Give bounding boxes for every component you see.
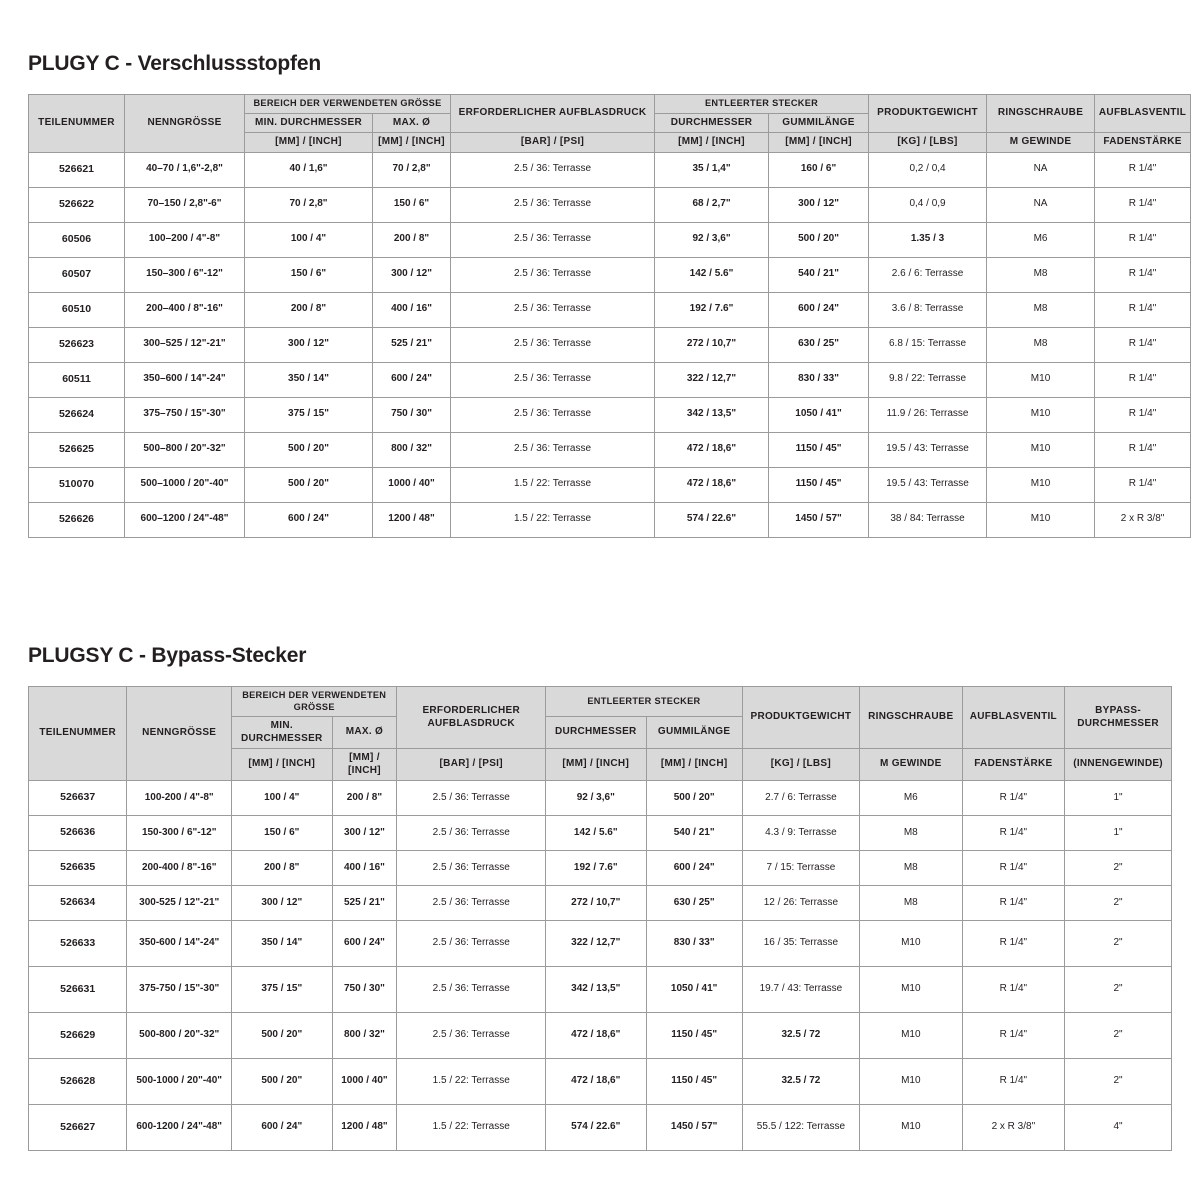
- cell-max: 525 / 21": [332, 886, 397, 921]
- cell-nenngroesse: 200–400 / 8"-16": [125, 292, 245, 327]
- cell-gewicht: 7 / 15: Terrasse: [742, 851, 859, 886]
- cell-druck: 1.5 / 22: Terrasse: [451, 467, 655, 502]
- cell-gummilaenge: 1450 / 57": [769, 502, 869, 537]
- cell-gewinde: M10: [987, 362, 1095, 397]
- col-aufblasventil: AUFBLASVENTIL: [962, 687, 1065, 749]
- cell-gummilaenge: 1150 / 45": [769, 467, 869, 502]
- cell-durchmesser: 574 / 22.6": [546, 1105, 646, 1151]
- cell-teilenummer: 526625: [29, 432, 125, 467]
- cell-teilenummer: 526621: [29, 152, 125, 187]
- cell-gewinde: M10: [987, 432, 1095, 467]
- cell-max: 750 / 30": [332, 967, 397, 1013]
- section-plugsy-c: [28, 644, 1172, 1151]
- cell-gewinde: M10: [987, 502, 1095, 537]
- cell-faden: R 1/4": [1095, 327, 1191, 362]
- unit-max-durchmesser: [MM] / [INCH]: [373, 133, 451, 153]
- cell-gewinde: M8: [860, 851, 963, 886]
- cell-gewicht: 3.6 / 8: Terrasse: [869, 292, 987, 327]
- cell-gewinde: M8: [987, 292, 1095, 327]
- table-row: [29, 1059, 1172, 1105]
- cell-gummilaenge: 600 / 24": [646, 851, 742, 886]
- table-row: [29, 851, 1172, 886]
- table-row: [29, 886, 1172, 921]
- cell-durchmesser: 92 / 3,6": [655, 222, 769, 257]
- cell-min: 150 / 6": [245, 257, 373, 292]
- cell-durchmesser: 35 / 1,4": [655, 152, 769, 187]
- col-aufblasdruck: ERFORDERLICHER AUFBLASDRUCK: [397, 687, 546, 749]
- unit-produktgewicht: [KG] / [LBS]: [869, 133, 987, 153]
- unit-max-durchmesser: [MM] / [INCH]: [332, 749, 397, 781]
- cell-max: 600 / 24": [373, 362, 451, 397]
- cell-nenngroesse: 150–300 / 6"-12": [125, 257, 245, 292]
- cell-durchmesser: 272 / 10,7": [655, 327, 769, 362]
- cell-faden: R 1/4": [1095, 292, 1191, 327]
- col-gummilaenge: GUMMILÄNGE: [646, 717, 742, 749]
- cell-gummilaenge: 1150 / 45": [769, 432, 869, 467]
- unit-gummilaenge: [MM] / [INCH]: [646, 749, 742, 781]
- cell-bypass: 2": [1065, 1013, 1172, 1059]
- cell-min: 375 / 15": [232, 967, 332, 1013]
- cell-durchmesser: 272 / 10,7": [546, 886, 646, 921]
- cell-nenngroesse: 500–1000 / 20"-40": [125, 467, 245, 502]
- cell-min: 500 / 20": [232, 1059, 332, 1105]
- unit-entleerter-durchmesser: [MM] / [INCH]: [546, 749, 646, 781]
- cell-gewinde: M8: [987, 327, 1095, 362]
- cell-gewicht: 32.5 / 72: [742, 1059, 859, 1105]
- cell-faden: R 1/4": [962, 851, 1065, 886]
- unit-min-durchmesser: [MM] / [INCH]: [245, 133, 373, 153]
- section-plugy-c: [28, 52, 1187, 538]
- cell-teilenummer: 526628: [29, 1059, 127, 1105]
- cell-gewicht: 11.9 / 26: Terrasse: [869, 397, 987, 432]
- cell-teilenummer: 60511: [29, 362, 125, 397]
- cell-gewinde: M8: [860, 816, 963, 851]
- table-row: [29, 502, 1191, 537]
- table-row: [29, 781, 1172, 816]
- page-title-plugsy: PLUGSY C - Bypass-Stecker: [28, 644, 307, 667]
- cell-min: 200 / 8": [232, 851, 332, 886]
- cell-nenngroesse: 600-1200 / 24"-48": [127, 1105, 232, 1151]
- cell-faden: 2 x R 3/8": [962, 1105, 1065, 1151]
- cell-teilenummer: 510070: [29, 467, 125, 502]
- cell-nenngroesse: 500-1000 / 20"-40": [127, 1059, 232, 1105]
- cell-gewinde: M10: [987, 467, 1095, 502]
- cell-gewicht: 9.8 / 22: Terrasse: [869, 362, 987, 397]
- cell-min: 600 / 24": [245, 502, 373, 537]
- cell-druck: 2.5 / 36: Terrasse: [397, 967, 546, 1013]
- cell-nenngroesse: 40–70 / 1,6"-2,8": [125, 152, 245, 187]
- cell-durchmesser: 92 / 3,6": [546, 781, 646, 816]
- cell-druck: 2.5 / 36: Terrasse: [451, 257, 655, 292]
- col-ringschraube: RINGSCHRAUBE: [987, 95, 1095, 133]
- cell-nenngroesse: 600–1200 / 24"-48": [125, 502, 245, 537]
- cell-max: 750 / 30": [373, 397, 451, 432]
- col-bypass-durchmesser: BYPASS-DURCHMESSER: [1065, 687, 1172, 749]
- table-row: [29, 967, 1172, 1013]
- cell-nenngroesse: 500–800 / 20"-32": [125, 432, 245, 467]
- cell-max: 800 / 32": [332, 1013, 397, 1059]
- cell-gummilaenge: 630 / 25": [769, 327, 869, 362]
- cell-druck: 2.5 / 36: Terrasse: [397, 921, 546, 967]
- col-entleerter-durchmesser: DURCHMESSER: [546, 717, 646, 749]
- cell-gewicht: 19.7 / 43: Terrasse: [742, 967, 859, 1013]
- unit-gummilaenge: [MM] / [INCH]: [769, 133, 869, 153]
- table-row: [29, 467, 1191, 502]
- col-aufblasdruck: ERFORDERLICHER AUFBLASDRUCK: [451, 95, 655, 133]
- cell-gewicht: 4.3 / 9: Terrasse: [742, 816, 859, 851]
- cell-faden: 2 x R 3/8": [1095, 502, 1191, 537]
- cell-max: 300 / 12": [332, 816, 397, 851]
- cell-teilenummer: 526629: [29, 1013, 127, 1059]
- cell-gewinde: M10: [860, 1013, 963, 1059]
- cell-max: 1200 / 48": [373, 502, 451, 537]
- cell-durchmesser: 342 / 13,5": [655, 397, 769, 432]
- cell-bypass: 1": [1065, 816, 1172, 851]
- cell-faden: R 1/4": [962, 1059, 1065, 1105]
- table-row: [29, 397, 1191, 432]
- cell-faden: R 1/4": [962, 886, 1065, 921]
- cell-gummilaenge: 1150 / 45": [646, 1013, 742, 1059]
- cell-druck: 2.5 / 36: Terrasse: [397, 1013, 546, 1059]
- cell-gewicht: 0,2 / 0,4: [869, 152, 987, 187]
- cell-gummilaenge: 830 / 33": [769, 362, 869, 397]
- col-entleerter-durchmesser: DURCHMESSER: [655, 113, 769, 133]
- cell-druck: 2.5 / 36: Terrasse: [397, 886, 546, 921]
- cell-max: 1000 / 40": [332, 1059, 397, 1105]
- cell-teilenummer: 526623: [29, 327, 125, 362]
- cell-nenngroesse: 70–150 / 2,8"-6": [125, 187, 245, 222]
- cell-gewicht: 16 / 35: Terrasse: [742, 921, 859, 967]
- cell-min: 500 / 20": [245, 467, 373, 502]
- cell-gewicht: 55.5 / 122: Terrasse: [742, 1105, 859, 1151]
- cell-bypass: 4": [1065, 1105, 1172, 1151]
- cell-gewicht: 32.5 / 72: [742, 1013, 859, 1059]
- cell-gummilaenge: 1050 / 41": [646, 967, 742, 1013]
- page-title-plugy: PLUGY C - Verschlussstopfen: [28, 52, 321, 75]
- cell-druck: 2.5 / 36: Terrasse: [397, 781, 546, 816]
- cell-nenngroesse: 200-400 / 8"-16": [127, 851, 232, 886]
- cell-durchmesser: 142 / 5.6": [655, 257, 769, 292]
- cell-nenngroesse: 350–600 / 14"-24": [125, 362, 245, 397]
- cell-min: 70 / 2,8": [245, 187, 373, 222]
- cell-max: 600 / 24": [332, 921, 397, 967]
- table-row: [29, 222, 1191, 257]
- cell-max: 200 / 8": [373, 222, 451, 257]
- cell-gummilaenge: 630 / 25": [646, 886, 742, 921]
- table-header-plugy: [29, 95, 1191, 153]
- cell-nenngroesse: 375–750 / 15"-30": [125, 397, 245, 432]
- cell-gewicht: 6.8 / 15: Terrasse: [869, 327, 987, 362]
- unit-aufblasventil: FADENSTÄRKE: [1095, 133, 1191, 153]
- cell-teilenummer: 526633: [29, 921, 127, 967]
- cell-min: 500 / 20": [232, 1013, 332, 1059]
- unit-aufblasdruck: [BAR] / [PSI]: [397, 749, 546, 781]
- cell-bypass: 2": [1065, 967, 1172, 1013]
- col-group-entleerter: ENTLEERTER STECKER: [655, 95, 869, 114]
- cell-teilenummer: 60507: [29, 257, 125, 292]
- cell-druck: 1.5 / 22: Terrasse: [397, 1105, 546, 1151]
- table-row: [29, 152, 1191, 187]
- cell-druck: 2.5 / 36: Terrasse: [451, 432, 655, 467]
- table-row: [29, 1105, 1172, 1151]
- cell-faden: R 1/4": [1095, 467, 1191, 502]
- cell-durchmesser: 192 / 7.6": [655, 292, 769, 327]
- cell-teilenummer: 526624: [29, 397, 125, 432]
- unit-aufblasventil: FADENSTÄRKE: [962, 749, 1065, 781]
- cell-durchmesser: 472 / 18,6": [546, 1059, 646, 1105]
- unit-ringschraube: M GEWINDE: [987, 133, 1095, 153]
- cell-gummilaenge: 1150 / 45": [646, 1059, 742, 1105]
- col-group-entleerter: ENTLEERTER STECKER: [546, 687, 743, 717]
- table-body-plugsy: [29, 781, 1172, 1151]
- cell-gummilaenge: 1050 / 41": [769, 397, 869, 432]
- cell-faden: R 1/4": [962, 816, 1065, 851]
- cell-gummilaenge: 1450 / 57": [646, 1105, 742, 1151]
- cell-min: 100 / 4": [245, 222, 373, 257]
- cell-min: 350 / 14": [232, 921, 332, 967]
- cell-druck: 1.5 / 22: Terrasse: [397, 1059, 546, 1105]
- cell-druck: 2.5 / 36: Terrasse: [451, 362, 655, 397]
- cell-gummilaenge: 160 / 6": [769, 152, 869, 187]
- cell-gewicht: 2.6 / 6: Terrasse: [869, 257, 987, 292]
- unit-aufblasdruck: [BAR] / [PSI]: [451, 133, 655, 153]
- cell-gewicht: 19.5 / 43: Terrasse: [869, 432, 987, 467]
- cell-bypass: 1": [1065, 781, 1172, 816]
- cell-gewinde: M6: [987, 222, 1095, 257]
- cell-durchmesser: 322 / 12,7": [546, 921, 646, 967]
- cell-gummilaenge: 540 / 21": [646, 816, 742, 851]
- col-min-durchmesser: MIN. DURCHMESSER: [245, 113, 373, 133]
- cell-faden: R 1/4": [962, 1013, 1065, 1059]
- cell-max: 525 / 21": [373, 327, 451, 362]
- cell-gewinde: M10: [860, 1105, 963, 1151]
- cell-bypass: 2": [1065, 851, 1172, 886]
- cell-druck: 1.5 / 22: Terrasse: [451, 502, 655, 537]
- cell-druck: 2.5 / 36: Terrasse: [451, 222, 655, 257]
- cell-gewinde: M6: [860, 781, 963, 816]
- cell-gewinde: M10: [860, 967, 963, 1013]
- table-row: [29, 292, 1191, 327]
- cell-faden: R 1/4": [962, 921, 1065, 967]
- cell-gummilaenge: 600 / 24": [769, 292, 869, 327]
- col-max-durchmesser: MAX. Ø: [373, 113, 451, 133]
- cell-gewinde: NA: [987, 187, 1095, 222]
- cell-faden: R 1/4": [1095, 362, 1191, 397]
- cell-teilenummer: 526627: [29, 1105, 127, 1151]
- cell-gummilaenge: 300 / 12": [769, 187, 869, 222]
- cell-nenngroesse: 300-525 / 12"-21": [127, 886, 232, 921]
- unit-min-durchmesser: [MM] / [INCH]: [232, 749, 332, 781]
- cell-gewicht: 1.35 / 3: [869, 222, 987, 257]
- col-aufblasventil: AUFBLASVENTIL: [1095, 95, 1191, 133]
- col-produktgewicht: PRODUKTGEWICHT: [869, 95, 987, 133]
- cell-faden: R 1/4": [962, 967, 1065, 1013]
- cell-teilenummer: 526631: [29, 967, 127, 1013]
- cell-druck: 2.5 / 36: Terrasse: [451, 187, 655, 222]
- cell-min: 300 / 12": [232, 886, 332, 921]
- cell-teilenummer: 526622: [29, 187, 125, 222]
- col-group-bereich: BEREICH DER VERWENDETEN GRÖSSE: [245, 95, 451, 114]
- cell-max: 150 / 6": [373, 187, 451, 222]
- cell-nenngroesse: 375-750 / 15"-30": [127, 967, 232, 1013]
- cell-teilenummer: 526626: [29, 502, 125, 537]
- cell-teilenummer: 60510: [29, 292, 125, 327]
- col-nenngroesse: NENNGRÖSSE: [127, 687, 232, 781]
- cell-durchmesser: 472 / 18,6": [546, 1013, 646, 1059]
- col-teilenummer: TEILENUMMER: [29, 687, 127, 781]
- cell-min: 300 / 12": [245, 327, 373, 362]
- unit-produktgewicht: [KG] / [LBS]: [742, 749, 859, 781]
- cell-faden: R 1/4": [1095, 257, 1191, 292]
- cell-gewinde: M10: [987, 397, 1095, 432]
- table-header-plugsy: [29, 687, 1172, 781]
- cell-min: 500 / 20": [245, 432, 373, 467]
- cell-durchmesser: 322 / 12,7": [655, 362, 769, 397]
- cell-max: 300 / 12": [373, 257, 451, 292]
- cell-bypass: 2": [1065, 1059, 1172, 1105]
- col-produktgewicht: PRODUKTGEWICHT: [742, 687, 859, 749]
- cell-durchmesser: 68 / 2,7": [655, 187, 769, 222]
- spec-table-plugsy: [28, 686, 1172, 1151]
- cell-durchmesser: 342 / 13,5": [546, 967, 646, 1013]
- unit-bypass-durchmesser: (INNENGEWINDE): [1065, 749, 1172, 781]
- cell-min: 200 / 8": [245, 292, 373, 327]
- table-row: [29, 432, 1191, 467]
- cell-gewicht: 0,4 / 0,9: [869, 187, 987, 222]
- table-row: [29, 327, 1191, 362]
- cell-gewinde: M10: [860, 921, 963, 967]
- cell-gewicht: 38 / 84: Terrasse: [869, 502, 987, 537]
- cell-faden: R 1/4": [1095, 222, 1191, 257]
- cell-faden: R 1/4": [1095, 397, 1191, 432]
- cell-nenngroesse: 100–200 / 4"-8": [125, 222, 245, 257]
- cell-gewinde: M8: [987, 257, 1095, 292]
- spec-table-plugy: [28, 94, 1191, 538]
- unit-entleerter-durchmesser: [MM] / [INCH]: [655, 133, 769, 153]
- cell-max: 200 / 8": [332, 781, 397, 816]
- table-row: [29, 257, 1191, 292]
- cell-max: 400 / 16": [373, 292, 451, 327]
- cell-nenngroesse: 150-300 / 6"-12": [127, 816, 232, 851]
- cell-faden: R 1/4": [1095, 152, 1191, 187]
- cell-teilenummer: 526636: [29, 816, 127, 851]
- table-row: [29, 816, 1172, 851]
- cell-bypass: 2": [1065, 921, 1172, 967]
- cell-druck: 2.5 / 36: Terrasse: [451, 152, 655, 187]
- cell-faden: R 1/4": [1095, 187, 1191, 222]
- col-max-durchmesser: MAX. Ø: [332, 717, 397, 749]
- cell-bypass: 2": [1065, 886, 1172, 921]
- cell-druck: 2.5 / 36: Terrasse: [451, 292, 655, 327]
- col-teilenummer: TEILENUMMER: [29, 95, 125, 153]
- cell-durchmesser: 142 / 5.6": [546, 816, 646, 851]
- cell-druck: 2.5 / 36: Terrasse: [397, 816, 546, 851]
- cell-durchmesser: 472 / 18,6": [655, 467, 769, 502]
- cell-gummilaenge: 830 / 33": [646, 921, 742, 967]
- cell-min: 40 / 1,6": [245, 152, 373, 187]
- cell-gummilaenge: 540 / 21": [769, 257, 869, 292]
- cell-min: 350 / 14": [245, 362, 373, 397]
- cell-teilenummer: 526635: [29, 851, 127, 886]
- cell-gewinde: M10: [860, 1059, 963, 1105]
- cell-nenngroesse: 300–525 / 12"-21": [125, 327, 245, 362]
- cell-max: 1200 / 48": [332, 1105, 397, 1151]
- col-nenngroesse: NENNGRÖSSE: [125, 95, 245, 153]
- cell-durchmesser: 472 / 18,6": [655, 432, 769, 467]
- cell-nenngroesse: 100-200 / 4"-8": [127, 781, 232, 816]
- cell-max: 800 / 32": [373, 432, 451, 467]
- cell-gewinde: M8: [860, 886, 963, 921]
- cell-teilenummer: 526634: [29, 886, 127, 921]
- table-row: [29, 362, 1191, 397]
- cell-max: 1000 / 40": [373, 467, 451, 502]
- col-group-bereich: BEREICH DER VERWENDETEN GRÖSSE: [232, 687, 397, 717]
- cell-teilenummer: 526637: [29, 781, 127, 816]
- unit-ringschraube: M GEWINDE: [860, 749, 963, 781]
- cell-druck: 2.5 / 36: Terrasse: [397, 851, 546, 886]
- table-body-plugy: [29, 152, 1191, 537]
- col-ringschraube: RINGSCHRAUBE: [860, 687, 963, 749]
- cell-nenngroesse: 350-600 / 14"-24": [127, 921, 232, 967]
- cell-faden: R 1/4": [962, 781, 1065, 816]
- cell-min: 375 / 15": [245, 397, 373, 432]
- cell-max: 400 / 16": [332, 851, 397, 886]
- cell-gummilaenge: 500 / 20": [646, 781, 742, 816]
- cell-faden: R 1/4": [1095, 432, 1191, 467]
- cell-nenngroesse: 500-800 / 20"-32": [127, 1013, 232, 1059]
- col-gummilaenge: GUMMILÄNGE: [769, 113, 869, 133]
- table-row: [29, 1013, 1172, 1059]
- cell-min: 600 / 24": [232, 1105, 332, 1151]
- cell-max: 70 / 2,8": [373, 152, 451, 187]
- table-row: [29, 187, 1191, 222]
- cell-gummilaenge: 500 / 20": [769, 222, 869, 257]
- cell-gewicht: 19.5 / 43: Terrasse: [869, 467, 987, 502]
- cell-durchmesser: 192 / 7.6": [546, 851, 646, 886]
- cell-gewinde: NA: [987, 152, 1095, 187]
- cell-druck: 2.5 / 36: Terrasse: [451, 327, 655, 362]
- cell-min: 150 / 6": [232, 816, 332, 851]
- cell-durchmesser: 574 / 22.6": [655, 502, 769, 537]
- cell-min: 100 / 4": [232, 781, 332, 816]
- cell-teilenummer: 60506: [29, 222, 125, 257]
- cell-gewicht: 12 / 26: Terrasse: [742, 886, 859, 921]
- col-min-durchmesser: MIN. DURCHMESSER: [232, 717, 332, 749]
- cell-gewicht: 2.7 / 6: Terrasse: [742, 781, 859, 816]
- cell-druck: 2.5 / 36: Terrasse: [451, 397, 655, 432]
- table-row: [29, 921, 1172, 967]
